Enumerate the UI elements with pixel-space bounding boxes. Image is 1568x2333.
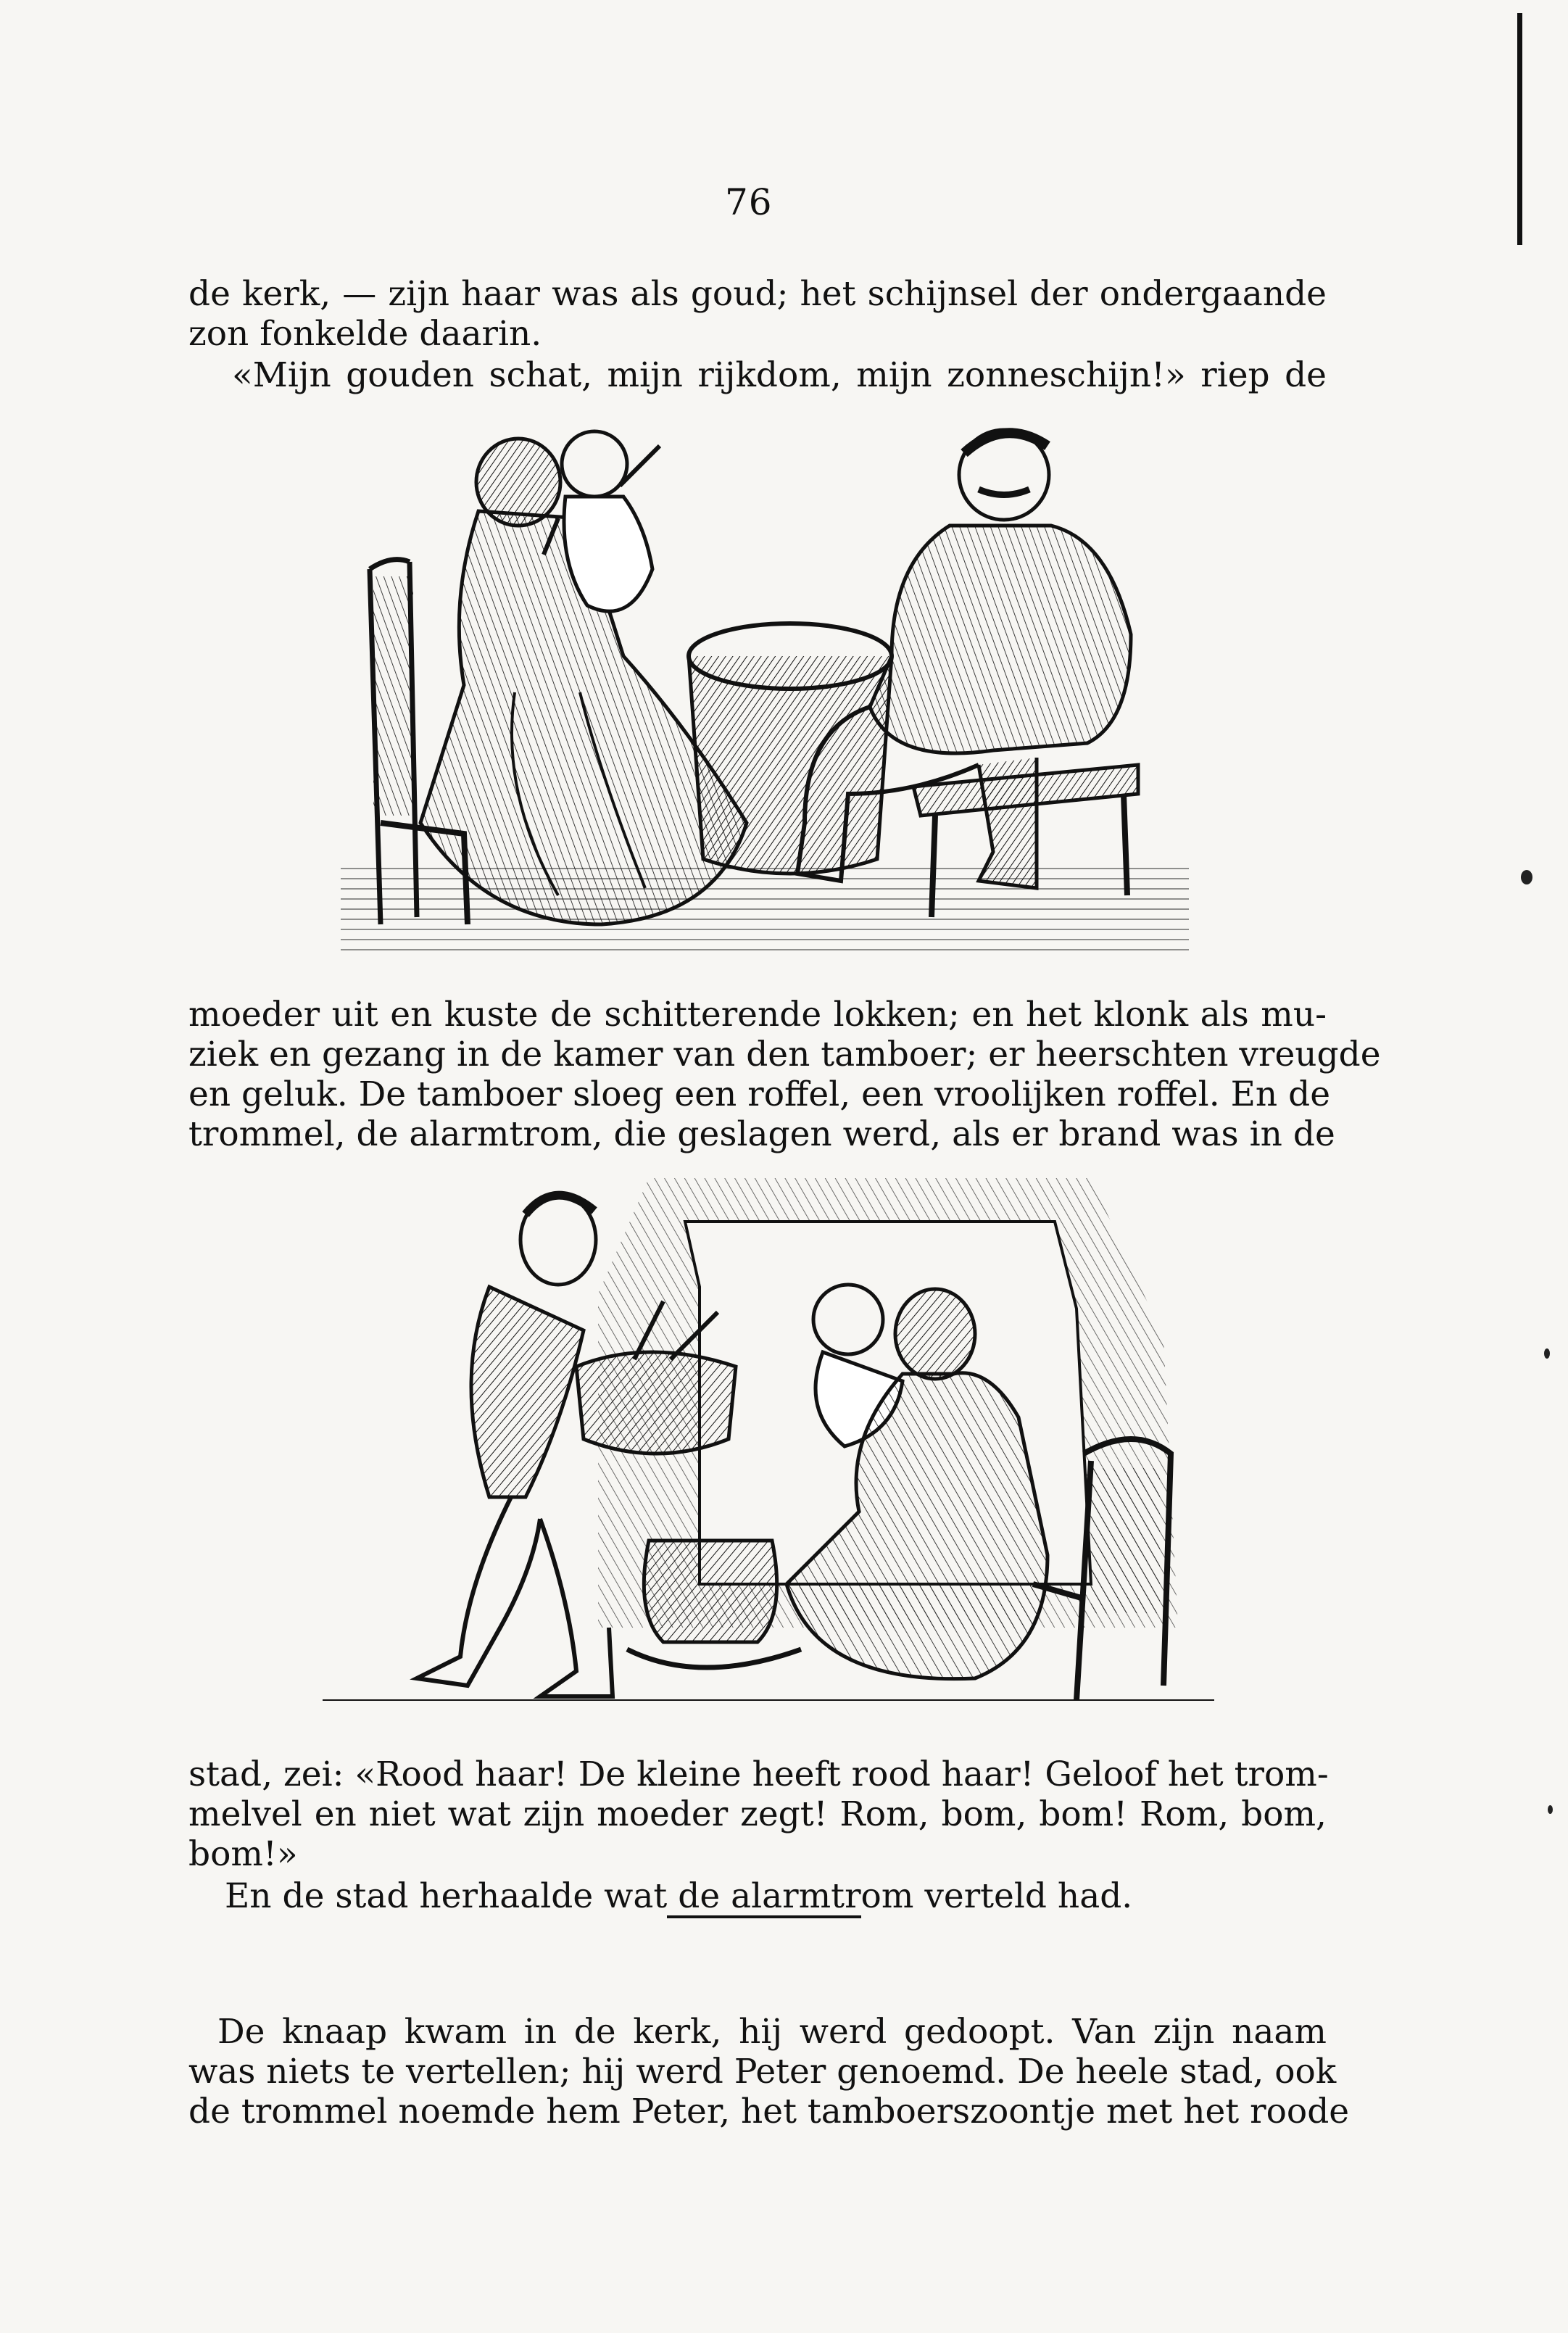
engraving-image: [341, 417, 1189, 953]
text-line: de trommel noemde hem Peter, het tamboerszoontje met het roode: [188, 2092, 1350, 2131]
text-line: ziek en gezang in de kamer van den tamboer; er heerschten vreugde: [188, 1035, 1381, 1074]
scan-speck: [1544, 1348, 1550, 1359]
page-number: 76: [725, 181, 773, 223]
paragraph: [188, 2012, 1350, 2131]
section-divider: [667, 1915, 861, 1918]
scan-speck: [1548, 1805, 1553, 1814]
paragraph: [188, 1876, 1327, 1916]
paragraph: [188, 274, 1327, 354]
text-line: De knaap kwam in de kerk, hij werd gedoopt. Van zijn naam: [217, 2012, 1327, 2052]
text-line: En de stad herhaalde wat de alarmtrom verteld had.: [225, 1876, 1133, 1916]
paragraph: [188, 1754, 1327, 1874]
text-line: moeder uit en kuste de schitterende lokken; en het klonk als mu-: [188, 995, 1327, 1035]
text-line: «Mijn gouden schat, mijn rijkdom, mijn zonneschijn!» riep de: [232, 355, 1327, 395]
scan-speck: [1521, 870, 1532, 884]
text-line: trommel, de alarmtrom, die geslagen werd, als er brand was in de: [188, 1114, 1335, 1154]
text-line: was niets te vertellen; hij werd Peter genoemd. De heele stad, ook: [188, 2052, 1337, 2092]
text-line: stad, zei: «Rood haar! De kleine heeft rood haar! Geloof het trom-: [188, 1754, 1329, 1794]
illustration-mother-and-drummer: [341, 417, 1189, 953]
text-line: en geluk. De tamboer sloeg een roffel, een vroolijken roffel. En de: [188, 1074, 1331, 1114]
scan-edge-mark: [1517, 13, 1522, 245]
text-line: zon fonkelde daarin.: [188, 314, 542, 354]
illustration-drummer-and-cradle: [323, 1178, 1214, 1718]
text-line: bom!»: [188, 1834, 298, 1874]
text-line: de kerk, — zijn haar was als goud; het schijnsel der ondergaande: [188, 274, 1327, 314]
paragraph: [188, 355, 1327, 395]
text-line: melvel en niet wat zijn moeder zegt! Rom, bom, bom! Rom, bom,: [188, 1794, 1327, 1834]
paragraph: [188, 995, 1381, 1154]
engraving-image: [323, 1178, 1214, 1718]
